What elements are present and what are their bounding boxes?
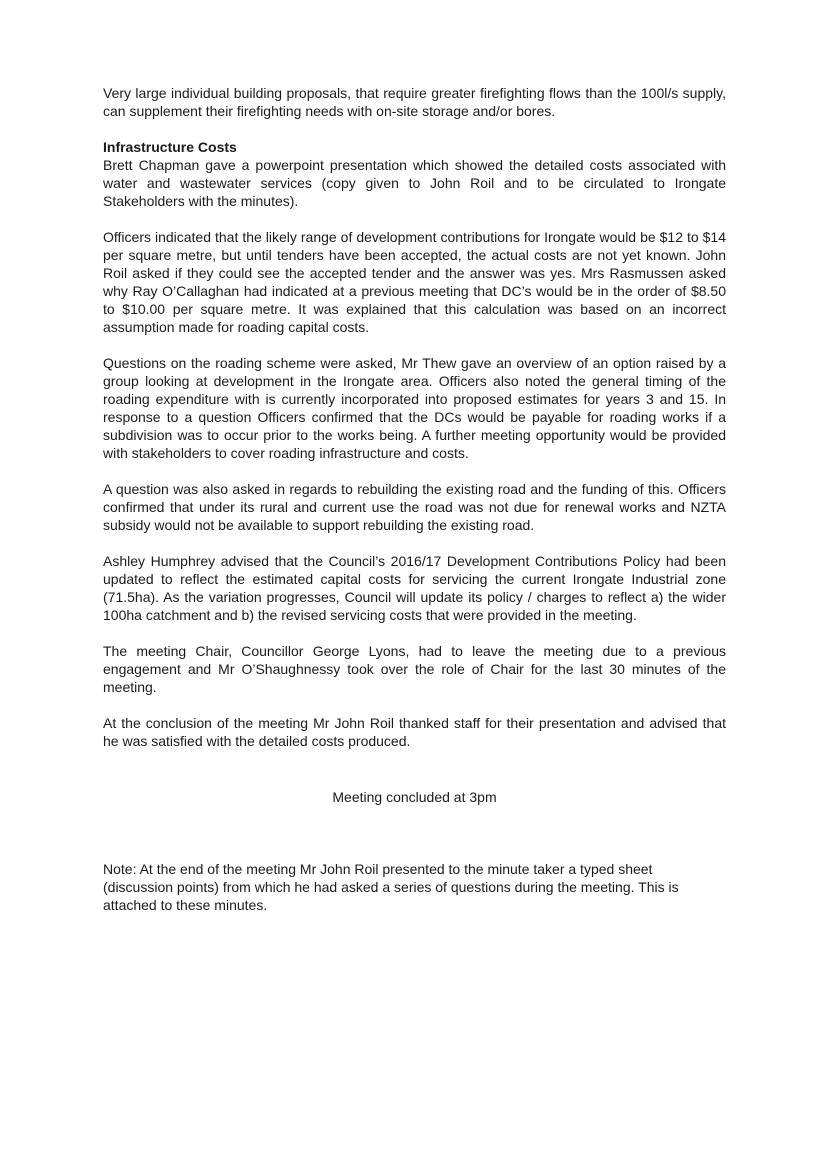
paragraph-development-contributions: Officers indicated that the likely range of development contributions for Irongate would be $12 to $14 per square metre, but until tenders have been accepted, the actual costs are not yet known. John Roil asked if they could see the accepted tender and the answer was yes. Mrs Rasmussen asked why Ray O’Callaghan had indicated at a previous meeting that DC’s would be in the order of $8.50 to $10.00 per square metre. It was explained that this calculation was based on an incorrect assumption made for roading capital costs. [103,229,726,335]
paragraph-meeting-chair: The meeting Chair, Councillor George Lyons, had to leave the meeting due to a previous engagement and Mr O’Shaughnessy took over the role of Chair for the last 30 minutes of the meeting. [103,643,726,695]
paragraph-infrastructure-costs: Brett Chapman gave a powerpoint presentation which showed the detailed costs associated with water and wastewater services (copy given to John Roil and to be circulated to Irongate Stakeholders with the minutes). [103,157,726,209]
paragraph-road-rebuilding: A question was also asked in regards to rebuilding the existing road and the funding of this. Officers confirmed that under its rural and current use the road was not due for renewal works and NZTA subsidy would not be available to support rebuilding the existing road. [103,481,726,533]
heading-infrastructure-costs: Infrastructure Costs [103,139,237,155]
meeting-concluded-line: Meeting concluded at 3pm [332,789,497,805]
paragraph-firefighting: Very large individual building proposals, that require greater firefighting flows than the 100l/s supply, can supplement their firefighting needs with on-site storage and/or bores. [103,85,726,119]
paragraph-roading-scheme: Questions on the roading scheme were asked, Mr Thew gave an overview of an option raised by a group looking at development in the Irongate area. Officers also noted the general timing of the roading expenditure with is currently incorporated into proposed estimates for years 3 and 15. In response to a question Officers confirmed that the DCs would be payable for roading works if a subdivision was to occur prior to the works being. A further meeting opportunity would be provided with stakeholders to cover roading infrastructure and costs. [103,355,726,461]
paragraph-note: Note: At the end of the meeting Mr John Roil presented to the minute taker a typed sheet (discussion points) from which he had asked a series of questions during the meeting. This is attached to these minutes. [103,861,679,913]
paragraph-contributions-policy: Ashley Humphrey advised that the Council’s 2016/17 Development Contributions Policy had been updated to reflect the estimated capital costs for servicing the current Irongate Industrial zone (71.5ha). As the variation progresses, Council will update its policy / charges to reflect a) the wider 100ha catchment and b) the revised servicing costs that were provided in the meeting. [103,553,726,623]
document-body [103,84,726,932]
paragraph-meeting-conclusion: At the conclusion of the meeting Mr John Roil thanked staff for their presentation and advised that he was satisfied with the detailed costs produced. [103,715,726,749]
